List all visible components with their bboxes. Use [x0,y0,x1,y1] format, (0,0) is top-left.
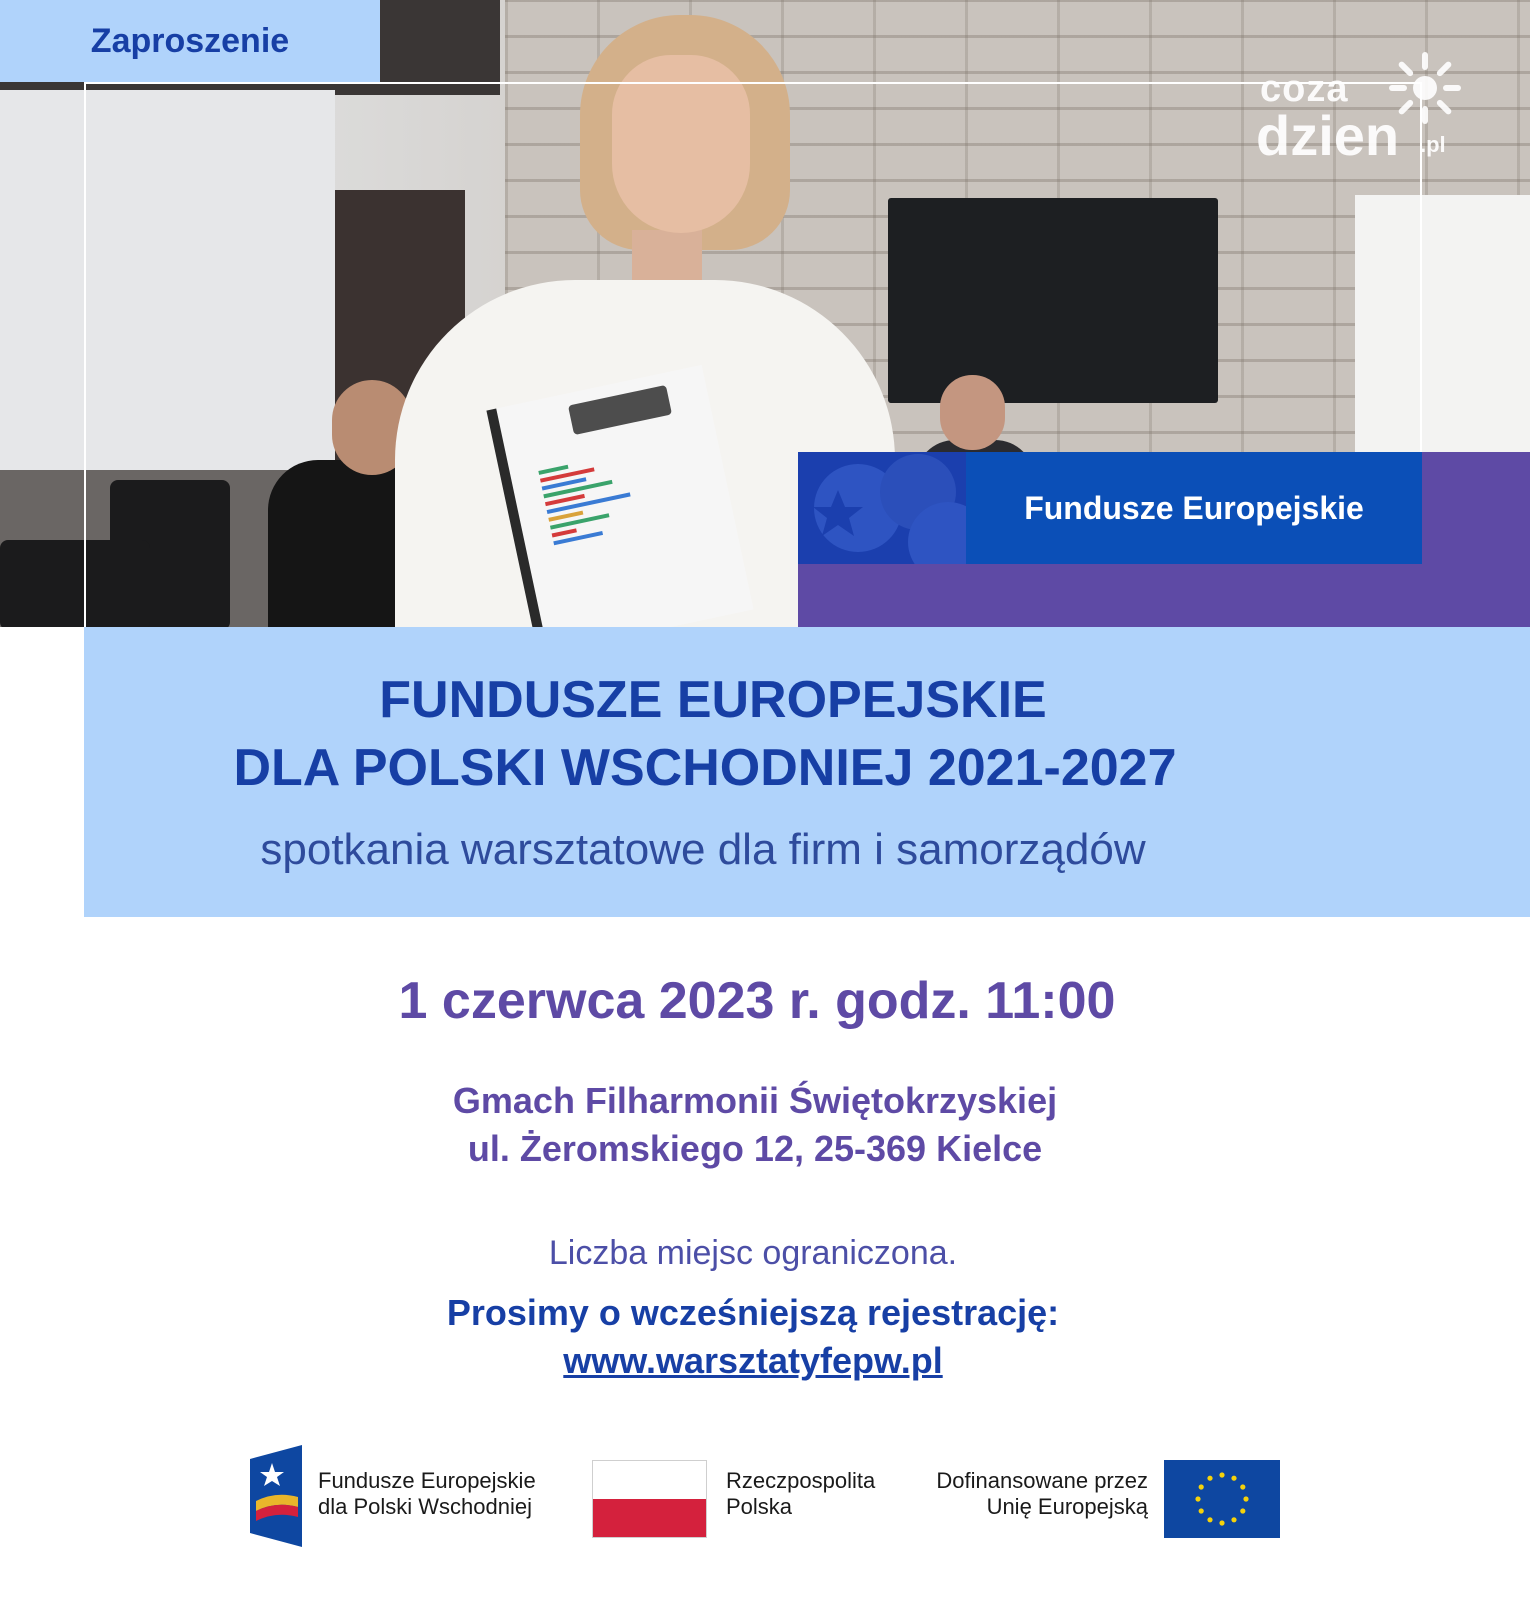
registration-prompt: Prosimy o wcześniejszą rejestrację: [446,1292,1060,1333]
fepw-line-2: dla Polski Wschodniej [318,1494,532,1520]
eu-logo-text [920,1468,1148,1521]
eu-flag-icon [1164,1460,1280,1538]
site-watermark [1250,48,1480,168]
fepw-logo-icon [250,1445,302,1547]
eu-stars-icon [1164,1460,1280,1538]
seat-limit-note: Liczba miejsc ograniczona. [548,1234,958,1272]
watermark-bottom: dzien [1256,104,1400,167]
fe-label: Fundusze Europejskie [1024,489,1364,526]
watermark-suffix: .pl [1420,132,1446,157]
title-line-1: FUNDUSZE EUROPEJSKIE [379,671,1047,729]
polish-flag-icon [592,1460,707,1538]
stars-icon [798,452,966,564]
venue-line-2: ul. Żeromskiego 12, 25-369 Kielce [467,1128,1043,1169]
fepw-logo-text [318,1468,536,1521]
eu-line-2: Unię Europejską [986,1494,1148,1520]
title-line-2: DLA POLSKI WSCHODNIEJ 2021-2027 [233,739,1177,797]
event-date: 1 czerwca 2023 r. godz. 11:00 [398,972,1116,1030]
venue-line-1: Gmach Filharmonii Świętokrzyskiej [452,1080,1058,1121]
registration-link[interactable]: www.warsztatyfepw.pl [563,1340,943,1381]
eu-line-1: Dofinansowane przez [936,1468,1148,1493]
subtitle: spotkania warsztatowe dla firm i samorządów [260,825,1146,874]
fepw-line-1: Fundusze Europejskie [318,1468,536,1493]
fe-stars-graphic [798,452,966,564]
rp-line-1: Rzeczpospolita [726,1468,876,1493]
invitation-tag: Zaproszenie [0,0,380,82]
rp-line-2: Polska [726,1494,793,1520]
rp-logo-text [726,1468,875,1521]
watermark-top: coza [1260,68,1349,110]
